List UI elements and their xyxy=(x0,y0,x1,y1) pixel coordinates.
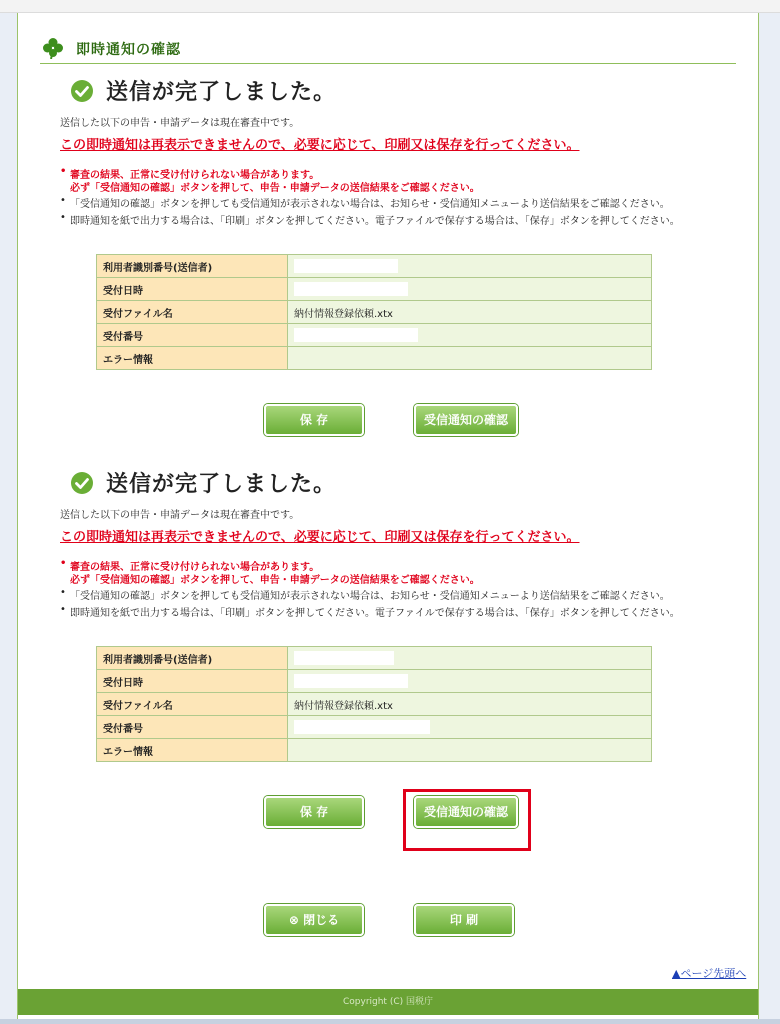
row-value xyxy=(288,255,652,278)
completion-section-2 xyxy=(18,468,758,838)
table-row xyxy=(97,670,652,693)
row-value: 納付情報登録依頼.xtx xyxy=(288,693,652,716)
row-value xyxy=(288,347,652,370)
receipt-table xyxy=(96,646,652,762)
row-value xyxy=(288,278,652,301)
back-to-top-link[interactable] xyxy=(672,965,746,981)
table-row xyxy=(97,324,652,347)
copyright-text: Copyright (C) 国税庁 xyxy=(342,997,433,1007)
notice-bullet-3: • 即時通知を紙で出力する場合は、「印刷」ボタンを押してください。電子ファイルで保存する場合は、「保存」ボタンを押してください。 xyxy=(70,212,680,227)
check-receipt-button[interactable]: 受信通知の確認 xyxy=(414,796,518,828)
completion-title: 送信が完了しました。 xyxy=(106,472,337,497)
notice-bullet-3: • 即時通知を紙で出力する場合は、「印刷」ボタンを押してください。電子ファイルで保存する場合は、「保存」ボタンを押してください。 xyxy=(70,604,680,619)
redacted-value xyxy=(294,328,418,342)
save-button[interactable]: 保 存 xyxy=(264,796,364,828)
redacted-value xyxy=(294,651,394,665)
row-label: 受付番号 xyxy=(97,716,288,739)
row-value xyxy=(288,739,652,762)
completion-subtitle: 送信した以下の申告・申請データは現在審査中です。 xyxy=(60,510,300,521)
receipt-table xyxy=(96,254,652,370)
row-value xyxy=(288,647,652,670)
row-value xyxy=(288,324,652,347)
redacted-value xyxy=(294,259,398,273)
footer xyxy=(18,989,758,1015)
completion-section-1 xyxy=(18,76,758,446)
back-to-top-label: ページ先頭へ xyxy=(680,967,747,980)
notice-bullet-1-line2: 必ず「受信通知の確認」ボタンを押して、申告・申請データの送信結果をご確認ください。 xyxy=(70,183,480,194)
table-row xyxy=(97,716,652,739)
print-button[interactable]: 印 刷 xyxy=(414,904,514,936)
triangle-up-icon: ▲ xyxy=(672,967,681,980)
row-label: エラー情報 xyxy=(97,347,288,370)
warning-text: この即時通知は再表示できませんので、必要に応じて、印刷又は保存を行ってください。 xyxy=(60,138,580,153)
check-circle-icon xyxy=(70,79,94,103)
row-label: エラー情報 xyxy=(97,739,288,762)
check-receipt-button[interactable]: 受信通知の確認 xyxy=(414,404,518,436)
row-label: 受付日時 xyxy=(97,670,288,693)
completion-subtitle: 送信した以下の申告・申請データは現在審査中です。 xyxy=(60,118,300,129)
table-row xyxy=(97,301,652,324)
browser-top-bar xyxy=(0,0,780,13)
page-content xyxy=(17,13,759,1019)
browser-bottom-bar xyxy=(0,1019,780,1024)
warning-text: この即時通知は再表示できませんので、必要に応じて、印刷又は保存を行ってください。 xyxy=(60,530,580,545)
notice-bullet-2: • 「受信通知の確認」ボタンを押しても受信通知が表示されない場合は、お知らせ・受信通知メニューより送信結果をご確認ください。 xyxy=(70,195,670,210)
table-row xyxy=(97,278,652,301)
clover-icon xyxy=(42,37,64,59)
row-value: 納付情報登録依頼.xtx xyxy=(288,301,652,324)
row-label: 受付ファイル名 xyxy=(97,301,288,324)
row-label: 利用者識別番号(送信者) xyxy=(97,255,288,278)
row-label: 利用者識別番号(送信者) xyxy=(97,647,288,670)
highlight-box xyxy=(403,789,531,851)
notice-bullet-2: • 「受信通知の確認」ボタンを押しても受信通知が表示されない場合は、お知らせ・受信通知メニューより送信結果をご確認ください。 xyxy=(70,587,670,602)
notice-bullet-1: • 審査の結果、正常に受け付けられない場合があります。 xyxy=(70,166,319,181)
close-button[interactable]: ⊗ 閉じる xyxy=(264,904,364,936)
page-header xyxy=(40,37,736,64)
redacted-value xyxy=(294,282,408,296)
redacted-value xyxy=(294,674,408,688)
row-value xyxy=(288,670,652,693)
table-row xyxy=(97,255,652,278)
table-row xyxy=(97,647,652,670)
table-row xyxy=(97,739,652,762)
row-value xyxy=(288,716,652,739)
page-title: 即時通知の確認 xyxy=(76,42,181,58)
check-circle-icon xyxy=(70,471,94,495)
completion-title: 送信が完了しました。 xyxy=(106,80,337,105)
table-row xyxy=(97,693,652,716)
redacted-value xyxy=(294,720,430,734)
notice-bullet-1: • 審査の結果、正常に受け付けられない場合があります。 xyxy=(70,558,319,573)
table-row xyxy=(97,347,652,370)
row-label: 受付日時 xyxy=(97,278,288,301)
save-button[interactable]: 保 存 xyxy=(264,404,364,436)
notice-bullet-1-line2: 必ず「受信通知の確認」ボタンを押して、申告・申請データの送信結果をご確認ください。 xyxy=(70,575,480,586)
row-label: 受付ファイル名 xyxy=(97,693,288,716)
row-label: 受付番号 xyxy=(97,324,288,347)
